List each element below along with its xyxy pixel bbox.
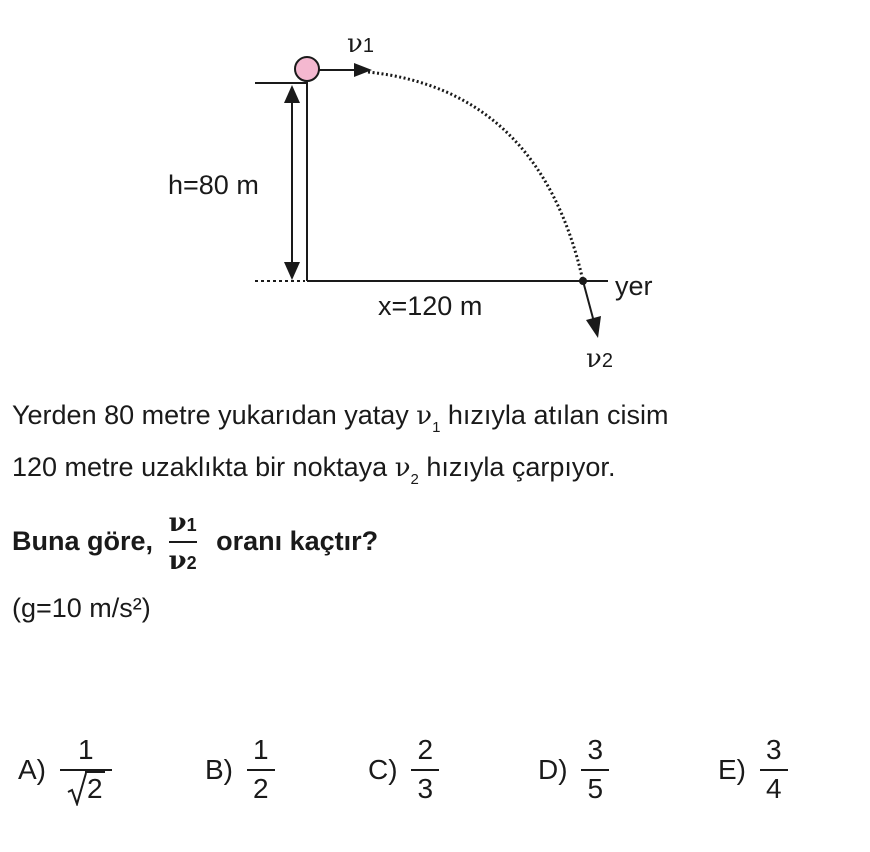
prompt-start: Buna göre, (12, 526, 154, 557)
option-b-numerator: 1 (252, 734, 269, 765)
ground-label: yer (615, 271, 653, 301)
option-a-fraction (60, 735, 112, 805)
option-e-bar (760, 769, 788, 771)
question-line-2-b: hızıyla çarpıyor. (418, 452, 616, 482)
option-c[interactable] (368, 735, 439, 805)
v1-subscript: 1 (432, 419, 441, 436)
ratio-den-subscript: 2 (186, 552, 197, 573)
ratio-denominator (169, 546, 197, 576)
option-c-denominator: 3 (417, 772, 434, 804)
v2-arrow-head (586, 316, 601, 338)
given-gravity: (g=10 m/s²) (12, 593, 151, 623)
v2-subscript: 2 (410, 471, 419, 488)
ratio-bar (169, 541, 197, 543)
v1-label: ν1 (347, 29, 374, 59)
option-b-denominator: 2 (252, 772, 269, 804)
v1-symbol: ν (416, 401, 433, 431)
option-c-letter: C) (368, 753, 398, 785)
v2-label: ν2 (586, 344, 613, 374)
option-d[interactable] (538, 735, 609, 805)
prompt-end: oranı kaçtır? (216, 526, 379, 557)
option-b-fraction (247, 735, 275, 805)
option-d-bar (581, 769, 609, 771)
option-d-fraction (581, 735, 609, 805)
question-line-1 (12, 400, 669, 436)
option-a-letter: A) (18, 753, 46, 785)
ratio-den-symbol: ν (168, 545, 187, 576)
option-a-numerator: 1 (77, 734, 94, 765)
radical-sign-icon (67, 772, 87, 806)
option-c-fraction (411, 735, 439, 805)
question-line-2 (12, 452, 616, 488)
height-arrow-head-down (284, 262, 300, 280)
option-d-denominator: 5 (587, 772, 604, 804)
v1-arrow-head (354, 63, 372, 77)
option-e-numerator: 3 (765, 734, 782, 765)
option-b[interactable] (205, 735, 275, 805)
question-line-2-a: 120 metre uzaklıkta bir noktaya (12, 452, 395, 482)
trajectory-curve (368, 72, 583, 281)
sqrt-radical (67, 774, 105, 805)
ratio-fraction (169, 508, 197, 575)
option-c-numerator: 2 (417, 734, 434, 765)
option-b-bar (247, 769, 275, 771)
projectile-diagram (0, 0, 870, 380)
v2-symbol: ν (394, 453, 411, 483)
option-e[interactable] (718, 735, 788, 805)
option-b-letter: B) (205, 753, 233, 785)
option-d-numerator: 3 (587, 734, 604, 765)
option-a[interactable] (18, 735, 112, 805)
ratio-numerator (169, 508, 197, 538)
distance-label: x=120 m (378, 291, 483, 321)
option-e-letter: E) (718, 753, 746, 785)
option-e-denominator: 4 (765, 772, 782, 804)
question-prompt (12, 508, 378, 575)
height-label: h=80 m (168, 170, 259, 200)
option-a-radicand: 2 (86, 772, 103, 804)
question-line-1-b: hızıyla atılan cisim (440, 400, 669, 430)
option-d-letter: D) (538, 753, 568, 785)
ratio-num-symbol: ν (168, 508, 187, 538)
option-e-fraction (760, 735, 788, 805)
option-a-denominator (60, 774, 112, 805)
ball (295, 57, 319, 81)
height-arrow-head-up (284, 85, 300, 103)
v2-arrow (583, 281, 594, 322)
ratio-num-subscript: 1 (186, 515, 197, 535)
question-line-1-a: Yerden 80 metre yukarıdan yatay (12, 400, 417, 430)
option-c-bar (411, 769, 439, 771)
